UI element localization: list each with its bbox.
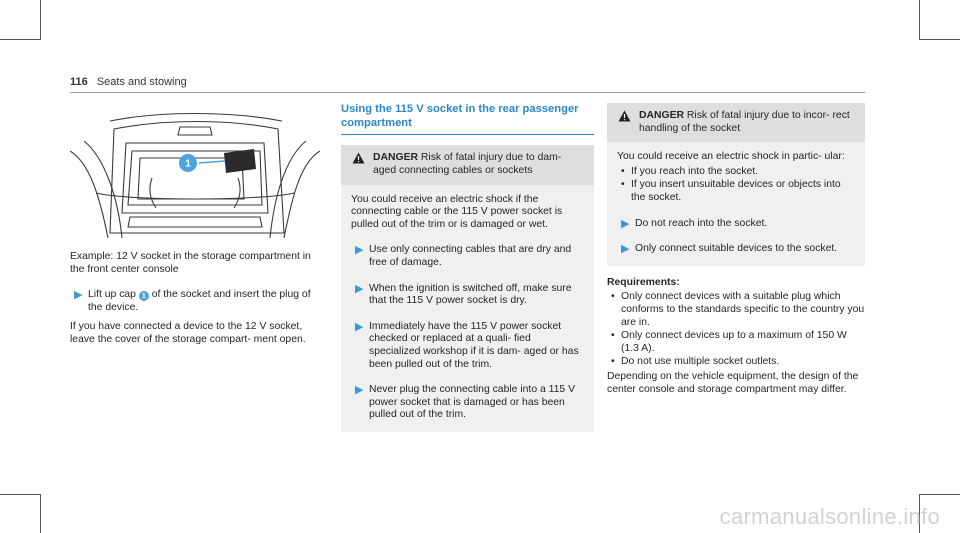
footer-note: Depending on the vehicle equipment, the design of the center console and storage compartment may differ. (607, 370, 859, 395)
console-figure (70, 103, 320, 238)
danger-intro: You could receive an electric shock in partic‐ ular: (617, 151, 845, 163)
middle-column (341, 103, 594, 432)
step-text: Do not reach into the socket. (635, 217, 768, 229)
crop-mark (920, 39, 960, 40)
arrow-icon: ▶ (74, 289, 83, 302)
section-name: Seats and stowing (96, 76, 187, 88)
list-item (617, 166, 855, 179)
crop-mark (40, 494, 41, 533)
danger-label: DANGER (639, 110, 685, 121)
warning-icon (352, 152, 365, 164)
step-text: Only connect suitable devices to the socket. (635, 243, 838, 255)
arrow-icon: ▶ (355, 384, 364, 397)
right-column (607, 103, 865, 396)
list-item (607, 330, 865, 355)
step-text: When the ignition is switched off, make sure that the 115 V power socket is dry. (369, 282, 572, 307)
step-item (70, 289, 322, 314)
callout-number: 1 (185, 158, 191, 170)
arrow-icon: ▶ (621, 217, 630, 230)
step-text: Never plug the connecting cable into a 115 V power socket that is damaged or has been pulled out of the trim. (369, 384, 576, 421)
crop-mark (920, 494, 960, 495)
bullet-icon: • (621, 179, 625, 191)
crop-mark (0, 39, 40, 40)
danger-body (607, 142, 865, 266)
bullet-icon: • (611, 356, 615, 368)
list-text: If you insert unsuitable devices or objects into the socket. (631, 179, 841, 203)
list-text: Do not use multiple socket outlets. (621, 356, 780, 368)
arrow-icon: ▶ (355, 282, 364, 295)
list-text: Only connect devices up to a maximum of 150 W (1.3 A). (621, 330, 847, 354)
page-number: 116 (70, 76, 88, 88)
crop-mark (0, 494, 40, 495)
figure-caption: Example: 12 V socket in the storage compartment in the front center console (70, 251, 311, 275)
left-column (70, 103, 322, 347)
step-item (351, 244, 584, 269)
crop-mark (40, 0, 41, 40)
step-item (617, 218, 855, 231)
danger-body (341, 185, 594, 432)
step-text: Immediately have the 115 V power socket checked or replaced at a quali‐ fied specialized workshop if it is dam‐ aged or has been pulled out of the trim. (369, 320, 579, 370)
section-title: Using the 115 V socket in the rear passenger compartment (341, 103, 579, 129)
list-text: Only connect devices with a suitable plug which conforms to the standards specific to the country you are in. (621, 291, 865, 328)
danger-text: Risk of fatal injury due to incor‐ rect handling of the socket (639, 110, 850, 134)
arrow-icon: ▶ (355, 320, 364, 333)
arrow-icon: ▶ (355, 244, 364, 257)
danger-text: Risk of fatal injury due to dam‐ aged connecting cables or sockets (373, 152, 562, 176)
note-text: If you have connected a device to the 12 V socket, leave the cover of the storage compart‐ ment open. (70, 321, 306, 345)
page-header (70, 76, 187, 88)
header-divider (70, 92, 865, 93)
bullet-icon: • (611, 330, 615, 342)
step-item (617, 243, 855, 256)
step-text: Use only connecting cables that are dry and free of damage. (369, 244, 572, 268)
step-item (351, 283, 584, 308)
risk-list (617, 166, 855, 205)
step-text: of the socket and insert the plug of the device. (88, 289, 311, 313)
step-item (351, 321, 584, 371)
center-console-illustration (70, 103, 320, 238)
list-text: If you reach into the socket. (631, 165, 759, 177)
requirements-list (607, 291, 865, 369)
bullet-icon: • (611, 291, 615, 303)
requirements-heading: Requirements: (607, 276, 680, 288)
callout-badge: 1 (139, 291, 149, 301)
danger-box (607, 103, 865, 266)
step-text: Lift up cap (88, 289, 136, 301)
bullet-icon: • (621, 165, 625, 177)
danger-box (341, 145, 594, 432)
danger-intro: You could receive an electric shock if the connecting cable or the 115 V power socket is pulled out of the trim or is damaged or wet. (351, 193, 563, 230)
list-item (607, 356, 865, 369)
arrow-icon: ▶ (621, 243, 630, 256)
list-item (607, 291, 865, 329)
watermark: carmanualsonline.info (719, 504, 940, 529)
socket-cap (224, 149, 256, 173)
danger-label: DANGER (373, 152, 419, 164)
list-item (617, 179, 855, 204)
crop-mark (919, 0, 920, 40)
title-divider (341, 134, 594, 135)
danger-header (341, 145, 594, 184)
step-item (351, 384, 584, 422)
warning-icon (618, 110, 631, 122)
danger-header (607, 103, 865, 142)
